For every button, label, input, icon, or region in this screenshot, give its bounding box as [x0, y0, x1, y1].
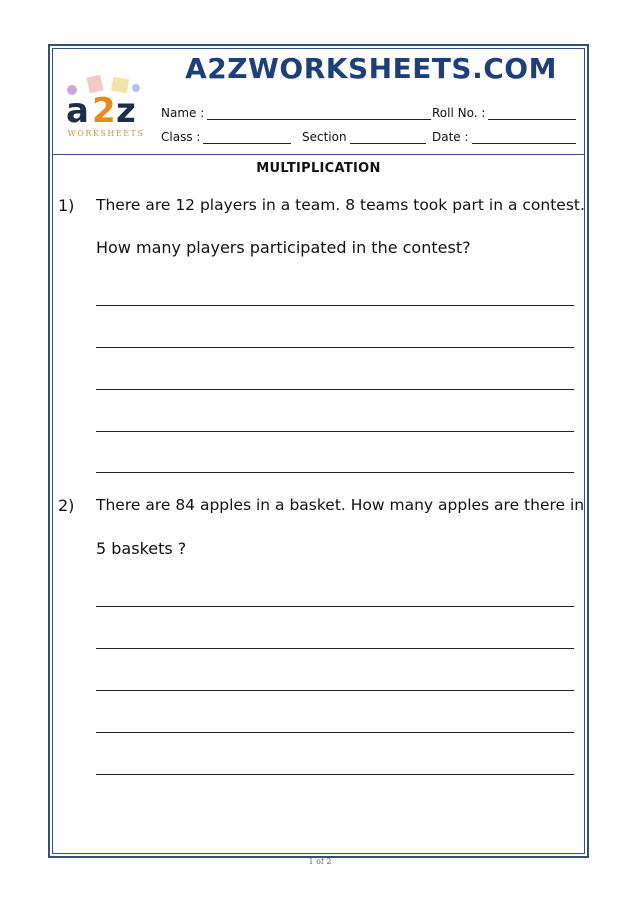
question-2-text-line-1: There are 84 apples in a basket. How many apples are there in [96, 496, 585, 514]
logo-mark [66, 75, 140, 131]
name-label: Name : [161, 106, 205, 120]
answer-line[interactable] [96, 690, 574, 691]
name-field [161, 106, 431, 120]
svg-text:a: a [66, 91, 89, 131]
question-1-number: 1) [58, 196, 75, 215]
page-indicator: 1 of 2 [308, 857, 332, 866]
worksheet-heading: MULTIPLICATION [256, 161, 381, 176]
name-blank[interactable] [207, 107, 431, 120]
question-2-text-line-2: 5 baskets ? [96, 539, 187, 558]
roll-blank[interactable] [488, 107, 576, 120]
roll-field [432, 106, 576, 120]
svg-text:2: 2 [92, 91, 116, 131]
date-label: Date : [432, 130, 469, 144]
a2z-logo [60, 70, 152, 142]
question-1-text-line-1: There are 12 players in a team. 8 teams took part in a contest. [96, 196, 585, 214]
question-2-number: 2) [58, 496, 75, 515]
answer-line[interactable] [96, 472, 574, 473]
section-field [302, 130, 426, 144]
answer-line[interactable] [96, 389, 574, 390]
question-1-text-line-2: How many players participated in the contest? [96, 238, 471, 257]
date-blank[interactable] [472, 131, 576, 144]
date-field [432, 130, 576, 144]
class-label: Class : [161, 130, 201, 144]
class-blank[interactable] [203, 131, 291, 144]
answer-line[interactable] [96, 347, 574, 348]
answer-line[interactable] [96, 305, 574, 306]
logo-caption: WORKSHEETS [67, 129, 145, 138]
answer-line[interactable] [96, 732, 574, 733]
class-field [161, 130, 291, 144]
answer-line[interactable] [96, 606, 574, 607]
svg-text:z: z [116, 91, 136, 131]
roll-label: Roll No. : [432, 106, 486, 120]
answer-line[interactable] [96, 648, 574, 649]
section-label: Section [302, 130, 347, 144]
answer-line[interactable] [96, 431, 574, 432]
section-blank[interactable] [350, 131, 426, 144]
site-title: A2ZWORKSHEETS.COM [185, 52, 557, 85]
answer-line[interactable] [96, 774, 574, 775]
header-divider [52, 154, 585, 155]
